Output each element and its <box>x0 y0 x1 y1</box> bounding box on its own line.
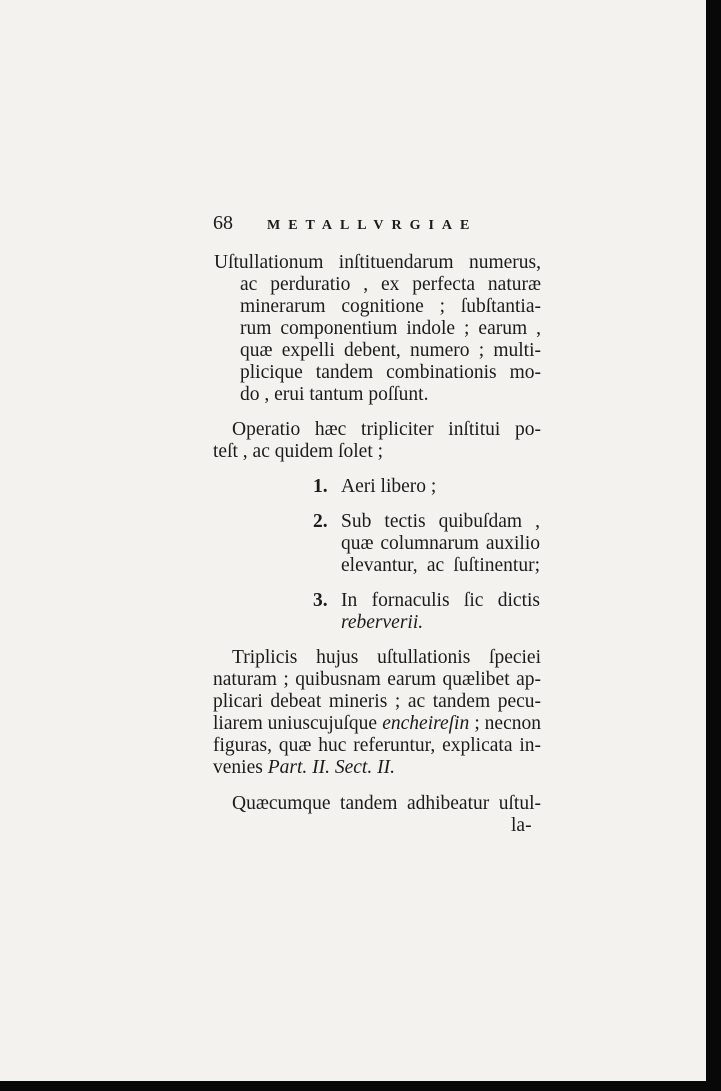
text-line <box>213 758 395 778</box>
italic-term: reberverii. <box>341 612 424 633</box>
page-bottom-edge <box>0 1081 721 1091</box>
text-line: figuras, quæ huc referuntur, explicata in- <box>213 735 541 756</box>
list-text: elevantur, ac ſuſtinentur; <box>341 555 540 576</box>
list-text-italic <box>341 613 423 633</box>
text-line: plicique tandem combinationis mo- <box>240 362 541 383</box>
list-text: Aeri libero ; <box>341 476 437 497</box>
text-line: plicari debeat mineris ; ac tandem pecu- <box>213 691 541 712</box>
text-line <box>213 714 541 734</box>
text-line: Triplicis hujus uſtullationis ſpeciei <box>232 647 541 668</box>
list-text: quæ columnarum auxilio <box>341 533 540 554</box>
text-segment: liarem uniuscujuſque <box>213 713 378 734</box>
list-number: 3. <box>313 590 328 611</box>
text-line: quæ expelli debent, numero ; multi- <box>240 340 541 361</box>
page-number: 68 <box>213 212 233 234</box>
list-number: 2. <box>313 511 328 532</box>
text-line: ac perduratio , ex perfecta naturæ <box>240 274 541 295</box>
text-segment: venies <box>213 757 263 778</box>
list-text: In fornaculis ſic dictis <box>341 590 540 611</box>
text-line: rum componentium indole ; earum , <box>240 318 541 339</box>
catchword: la- <box>511 815 532 836</box>
text-line: minerarum cognitione ; ſubſtantia- <box>240 296 541 317</box>
page-edge-shadow <box>706 0 721 1091</box>
italic-term: encheireſin <box>382 713 470 734</box>
running-title: METALLVRGIAE <box>267 218 478 233</box>
show-through-decoration <box>200 330 205 351</box>
text-line: Operatio hæc tripliciter inſtitui po- <box>232 419 541 440</box>
text-line: naturam ; quibusnam earum quælibet ap- <box>213 669 541 690</box>
page-header <box>213 212 477 235</box>
text-line: do , erui tantum poſſunt. <box>240 384 429 405</box>
text-line: Uſtullationum inſtituendarum numerus, <box>214 252 541 273</box>
text-segment: ; necnon <box>474 713 541 734</box>
text-line: Quæcumque tandem adhibeatur uſtul- <box>232 793 541 814</box>
list-text: Sub tectis quibuſdam , <box>341 511 540 532</box>
list-number: 1. <box>313 476 328 497</box>
italic-reference: Part. II. Sect. II. <box>267 757 395 778</box>
text-line: teſt , ac quidem ſolet ; <box>213 441 384 462</box>
